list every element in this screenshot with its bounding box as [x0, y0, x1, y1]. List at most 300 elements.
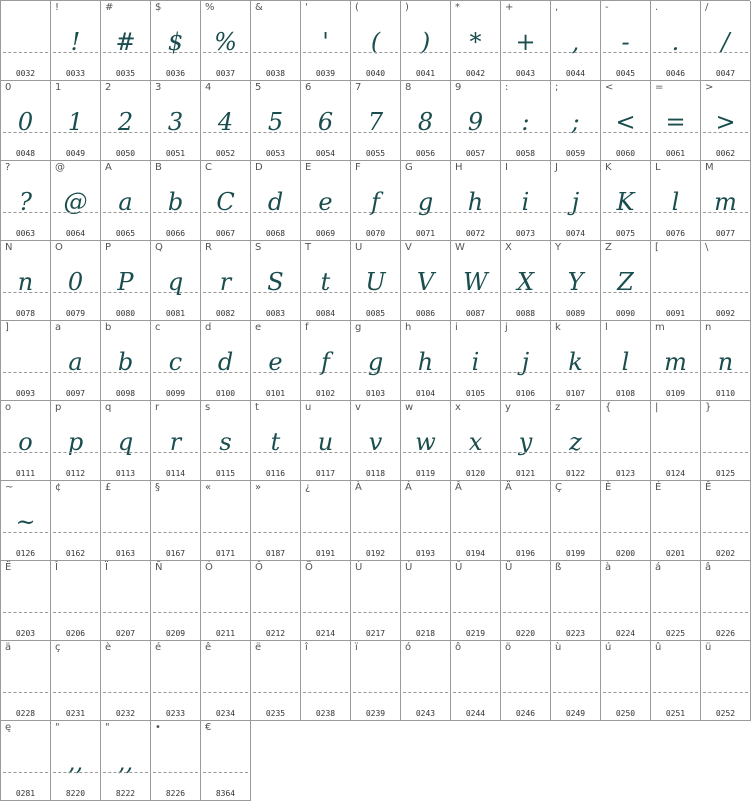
- char-label: d: [205, 322, 212, 333]
- glyph-preview: [251, 23, 300, 61]
- baseline-guide: [253, 372, 298, 373]
- glyph-cell: [701, 321, 751, 401]
- glyph-cell: [251, 1, 301, 81]
- glyph-cell: [701, 161, 751, 241]
- char-code: 0098: [115, 389, 136, 398]
- baseline-guide: [153, 372, 198, 373]
- baseline-guide: [553, 132, 598, 133]
- baseline-guide: [153, 52, 198, 53]
- glyph-preview: r: [219, 268, 232, 296]
- glyph-cell: [601, 321, 651, 401]
- char-code: 0082: [215, 309, 236, 318]
- char-code: 0217: [365, 629, 386, 638]
- char-code: 0120: [465, 469, 486, 478]
- baseline-guide: [303, 292, 348, 293]
- char-label: Â: [455, 482, 462, 493]
- glyph-cell: [701, 401, 751, 481]
- char-code: 0097: [65, 389, 86, 398]
- char-code: 0084: [315, 309, 336, 318]
- baseline-guide: [653, 692, 698, 693]
- char-label: 1: [55, 82, 62, 93]
- baseline-guide: [153, 452, 198, 453]
- glyph-cell: [701, 1, 751, 81]
- glyph-preview: ~: [15, 508, 36, 536]
- baseline-guide: [103, 532, 148, 533]
- char-label: a: [55, 322, 62, 333]
- glyph-cell: [101, 161, 151, 241]
- glyph-cell: [301, 81, 351, 161]
- char-code: 0119: [415, 469, 436, 478]
- baseline-guide: [53, 52, 98, 53]
- glyph-preview: $: [167, 28, 184, 56]
- glyph-cell: [251, 161, 301, 241]
- glyph-cell: [1, 241, 51, 321]
- char-code: 0059: [565, 149, 586, 158]
- glyph-cell: [651, 321, 701, 401]
- glyph-cell: [151, 481, 201, 561]
- char-label: Q: [155, 242, 163, 253]
- char-code: 0062: [715, 149, 736, 158]
- glyph-cell: [551, 1, 601, 81]
- char-code: 0047: [715, 69, 736, 78]
- glyph-cell: [201, 161, 251, 241]
- glyph-preview: d: [217, 348, 234, 376]
- char-label: Ë: [5, 562, 12, 573]
- glyph-preview: 1: [67, 108, 84, 136]
- char-code: 0121: [515, 469, 536, 478]
- glyph-preview: [251, 503, 300, 541]
- char-code: 0123: [615, 469, 636, 478]
- glyph-cell: [651, 1, 701, 81]
- char-code: 0244: [465, 709, 486, 718]
- char-label: ê: [205, 642, 212, 653]
- char-code: 8226: [165, 789, 186, 798]
- char-label: Á: [405, 482, 412, 493]
- glyph-preview: p: [67, 428, 84, 456]
- glyph-cell: [601, 1, 651, 81]
- char-label: Ü: [505, 562, 513, 573]
- glyph-preview: ?: [19, 188, 32, 216]
- baseline-guide: [553, 532, 598, 533]
- glyph-preview: [401, 583, 450, 621]
- char-code: 8220: [65, 789, 86, 798]
- char-code: 0071: [415, 229, 436, 238]
- baseline-guide: [3, 292, 48, 293]
- baseline-guide: [703, 452, 748, 453]
- baseline-guide: [3, 132, 48, 133]
- baseline-guide: [203, 132, 248, 133]
- glyph-preview: c: [168, 348, 183, 376]
- glyph-preview: f: [371, 188, 380, 216]
- glyph-cell: [551, 321, 601, 401]
- glyph-preview: 7: [367, 108, 384, 136]
- glyph-preview: ;: [571, 108, 580, 136]
- baseline-guide: [653, 452, 698, 453]
- char-code: 0250: [615, 709, 636, 718]
- glyph-cell: [501, 401, 551, 481]
- char-code: 0104: [415, 389, 436, 398]
- glyph-cell: [201, 481, 251, 561]
- char-code: 0187: [265, 549, 286, 558]
- glyph-cell: [601, 641, 651, 721]
- char-code: 0057: [465, 149, 486, 158]
- char-code: 0044: [565, 69, 586, 78]
- char-label: î: [305, 642, 308, 653]
- char-label: 6: [305, 82, 312, 93]
- baseline-guide: [103, 292, 148, 293]
- glyph-preview: [101, 583, 150, 621]
- baseline-guide: [303, 52, 348, 53]
- char-label: €: [205, 722, 212, 733]
- char-label: ç: [55, 642, 61, 653]
- glyph-preview: .: [671, 28, 680, 56]
- glyph-preview: s: [219, 428, 232, 456]
- glyph-preview: Y: [567, 268, 584, 296]
- char-label: ë: [255, 642, 262, 653]
- glyph-preview: [501, 663, 550, 701]
- baseline-guide: [203, 452, 248, 453]
- char-code: 0112: [65, 469, 86, 478]
- glyph-cell: [651, 561, 701, 641]
- char-code: 0078: [15, 309, 36, 318]
- baseline-guide: [3, 52, 48, 53]
- glyph-preview: [201, 663, 250, 701]
- glyph-cell: [651, 641, 701, 721]
- char-code: 0105: [465, 389, 486, 398]
- baseline-guide: [3, 212, 48, 213]
- char-label: 2: [105, 82, 112, 93]
- baseline-guide: [53, 212, 98, 213]
- glyph-cell: [1, 641, 51, 721]
- glyph-cell: [351, 321, 401, 401]
- baseline-guide: [203, 692, 248, 693]
- char-code: 0046: [665, 69, 686, 78]
- char-label: Ú: [405, 562, 413, 573]
- char-label: à: [605, 562, 612, 573]
- glyph-preview: [701, 503, 750, 541]
- glyph-cell: [401, 241, 451, 321]
- glyph-preview: [701, 663, 750, 701]
- char-label: ,: [555, 2, 559, 13]
- baseline-guide: [553, 612, 598, 613]
- glyph-preview: [701, 423, 750, 461]
- glyph-preview: [1, 583, 50, 621]
- glyph-cell: [301, 561, 351, 641]
- glyph-preview: =: [665, 108, 686, 136]
- char-code: 0251: [665, 709, 686, 718]
- char-label: 7: [355, 82, 362, 93]
- char-code: 0048: [15, 149, 36, 158]
- glyph-cell: [601, 401, 651, 481]
- glyph-preview: i: [521, 188, 530, 216]
- char-code: 0238: [315, 709, 336, 718]
- char-code: 0064: [65, 229, 86, 238]
- char-label: e: [255, 322, 262, 333]
- char-label: 3: [155, 82, 162, 93]
- glyph-cell: [1, 721, 51, 801]
- glyph-preview: a: [68, 348, 83, 376]
- glyph-cell: [401, 641, 451, 721]
- char-code: 0223: [565, 629, 586, 638]
- char-code: 0032: [15, 69, 36, 78]
- glyph-cell: [201, 1, 251, 81]
- char-label: #: [105, 2, 114, 13]
- char-label: M: [705, 162, 714, 173]
- char-code: 0083: [265, 309, 286, 318]
- glyph-cell: [501, 321, 551, 401]
- char-code: 0124: [665, 469, 686, 478]
- glyph-cell: [51, 81, 101, 161]
- char-code: 0077: [715, 229, 736, 238]
- glyph-preview: [251, 663, 300, 701]
- glyph-cell: [351, 241, 401, 321]
- glyph-preview: 6: [317, 108, 334, 136]
- glyph-preview: [601, 583, 650, 621]
- glyph-preview: 5: [267, 108, 284, 136]
- char-label: p: [55, 402, 62, 413]
- baseline-guide: [103, 692, 148, 693]
- glyph-cell: [201, 641, 251, 721]
- glyph-cell: [401, 481, 451, 561]
- glyph-preview: [551, 583, 600, 621]
- baseline-guide: [453, 452, 498, 453]
- glyph-cell: [201, 721, 251, 801]
- baseline-guide: [353, 52, 398, 53]
- char-code: 0093: [15, 389, 36, 398]
- baseline-guide: [503, 452, 548, 453]
- glyph-preview: [351, 663, 400, 701]
- char-label: c: [155, 322, 161, 333]
- char-code: 0067: [215, 229, 236, 238]
- baseline-guide: [203, 292, 248, 293]
- char-label: ;: [555, 82, 559, 93]
- glyph-cell: [151, 641, 201, 721]
- char-code: 0040: [365, 69, 386, 78]
- glyph-cell: [401, 1, 451, 81]
- glyph-cell: [51, 481, 101, 561]
- char-code: 0171: [215, 549, 236, 558]
- char-code: 0122: [565, 469, 586, 478]
- char-code: 0061: [665, 149, 686, 158]
- baseline-guide: [603, 52, 648, 53]
- char-label: O: [55, 242, 63, 253]
- glyph-cell: [651, 401, 701, 481]
- glyph-preview: ,,: [117, 748, 134, 776]
- char-label: \: [705, 242, 709, 253]
- glyph-preview: h: [467, 188, 484, 216]
- baseline-guide: [153, 212, 198, 213]
- glyph-cell: [101, 641, 151, 721]
- glyph-cell: [451, 161, 501, 241]
- glyph-cell: [101, 241, 151, 321]
- glyph-cell: [451, 401, 501, 481]
- char-label: *: [455, 2, 460, 13]
- glyph-preview: C: [216, 188, 235, 216]
- baseline-guide: [203, 772, 248, 773]
- glyph-cell: [351, 561, 401, 641]
- char-code: 0162: [65, 549, 86, 558]
- char-code: 0207: [115, 629, 136, 638]
- char-label: Ô: [255, 562, 263, 573]
- glyph-cell: [551, 481, 601, 561]
- char-label: s: [205, 402, 211, 413]
- char-code: 0054: [315, 149, 336, 158]
- glyph-cell: [401, 321, 451, 401]
- glyph-cell: [701, 241, 751, 321]
- char-code: 0074: [565, 229, 586, 238]
- glyph-cell: [301, 321, 351, 401]
- glyph-cell: [551, 561, 601, 641]
- baseline-guide: [453, 292, 498, 293]
- glyph-preview: [401, 663, 450, 701]
- baseline-guide: [403, 452, 448, 453]
- glyph-preview: 0: [17, 108, 34, 136]
- char-code: 0060: [615, 149, 636, 158]
- char-code: 0232: [115, 709, 136, 718]
- glyph-preview: [101, 663, 150, 701]
- char-code: 0081: [165, 309, 186, 318]
- glyph-preview: i: [471, 348, 480, 376]
- baseline-guide: [303, 452, 348, 453]
- char-label: Ê: [705, 482, 712, 493]
- glyph-cell: [201, 401, 251, 481]
- char-label: «: [205, 482, 212, 493]
- glyph-preview: q: [167, 268, 184, 296]
- baseline-guide: [353, 292, 398, 293]
- baseline-guide: [603, 132, 648, 133]
- baseline-guide: [53, 692, 98, 693]
- glyph-preview: [551, 663, 600, 701]
- char-code: 8364: [215, 789, 236, 798]
- char-label: é: [155, 642, 162, 653]
- char-code: 0076: [665, 229, 686, 238]
- glyph-cell: [51, 1, 101, 81]
- char-label: m: [655, 322, 665, 333]
- glyph-cell: [501, 561, 551, 641]
- glyph-cell: [301, 241, 351, 321]
- glyph-preview: [351, 503, 400, 541]
- char-label: ù: [555, 642, 562, 653]
- baseline-guide: [403, 212, 448, 213]
- char-code: 0072: [465, 229, 486, 238]
- glyph-cell: [401, 401, 451, 481]
- baseline-guide: [3, 372, 48, 373]
- glyph-cell: [451, 321, 501, 401]
- glyph-cell: [551, 161, 601, 241]
- glyph-cell: [251, 481, 301, 561]
- baseline-guide: [53, 772, 98, 773]
- char-code: 0056: [415, 149, 436, 158]
- glyph-preview: [651, 583, 700, 621]
- char-code: 0100: [215, 389, 236, 398]
- baseline-guide: [453, 612, 498, 613]
- glyph-cell: [1, 481, 51, 561]
- char-label: ~: [5, 482, 14, 493]
- char-label: ä: [5, 642, 12, 653]
- char-label: f: [305, 322, 309, 333]
- glyph-cell: [51, 161, 101, 241]
- baseline-guide: [303, 692, 348, 693]
- glyph-cell: [51, 721, 101, 801]
- baseline-guide: [53, 452, 98, 453]
- glyph-cell: [301, 641, 351, 721]
- glyph-cell: [451, 241, 501, 321]
- char-code: 0033: [65, 69, 86, 78]
- char-label: o: [5, 402, 12, 413]
- char-code: 0042: [465, 69, 486, 78]
- char-label: ¢: [55, 482, 62, 493]
- glyph-preview: <: [615, 108, 636, 136]
- char-code: 0039: [315, 69, 336, 78]
- glyph-preview: *: [469, 28, 482, 56]
- char-label: n: [705, 322, 712, 333]
- glyph-cell: [251, 81, 301, 161]
- baseline-guide: [553, 52, 598, 53]
- char-label: H: [455, 162, 463, 173]
- baseline-guide: [553, 372, 598, 373]
- char-code: 0092: [715, 309, 736, 318]
- glyph-preview: v: [368, 428, 383, 456]
- char-label: ę: [5, 722, 12, 733]
- char-label: ": [105, 722, 110, 733]
- glyph-preview: P: [117, 268, 134, 296]
- glyph-cell: [351, 161, 401, 241]
- glyph-preview: [501, 503, 550, 541]
- baseline-guide: [3, 772, 48, 773]
- glyph-cell: [501, 481, 551, 561]
- char-label: A: [105, 162, 112, 173]
- glyph-cell: [101, 561, 151, 641]
- glyph-preview: #: [115, 28, 136, 56]
- char-code: 0090: [615, 309, 636, 318]
- glyph-cell: [151, 81, 201, 161]
- char-label: {: [605, 402, 612, 413]
- glyph-cell: [201, 321, 251, 401]
- baseline-guide: [303, 372, 348, 373]
- glyph-preview: [151, 503, 200, 541]
- glyph-preview: Z: [617, 268, 634, 296]
- glyph-cell: [251, 241, 301, 321]
- baseline-guide: [653, 292, 698, 293]
- char-label: P: [105, 242, 112, 253]
- char-code: 0102: [315, 389, 336, 398]
- char-label: ß: [555, 562, 562, 573]
- glyph-preview: [451, 503, 500, 541]
- char-label: ¿: [305, 482, 311, 493]
- char-label: É: [655, 482, 662, 493]
- char-code: 0106: [515, 389, 536, 398]
- char-label: Ä: [505, 482, 512, 493]
- baseline-guide: [703, 212, 748, 213]
- char-code: 0246: [515, 709, 536, 718]
- char-code: 0235: [265, 709, 286, 718]
- char-code: 0224: [615, 629, 636, 638]
- char-label: w: [405, 402, 414, 413]
- baseline-guide: [603, 692, 648, 693]
- char-code: 0126: [15, 549, 36, 558]
- glyph-cell: [351, 481, 401, 561]
- char-label: J: [555, 162, 558, 173]
- char-code: 0191: [315, 549, 336, 558]
- baseline-guide: [503, 132, 548, 133]
- glyph-cell: [201, 81, 251, 161]
- baseline-guide: [53, 372, 98, 373]
- baseline-guide: [103, 132, 148, 133]
- char-code: 0220: [515, 629, 536, 638]
- char-code: 0058: [515, 149, 536, 158]
- baseline-guide: [403, 532, 448, 533]
- char-label: T: [305, 242, 312, 253]
